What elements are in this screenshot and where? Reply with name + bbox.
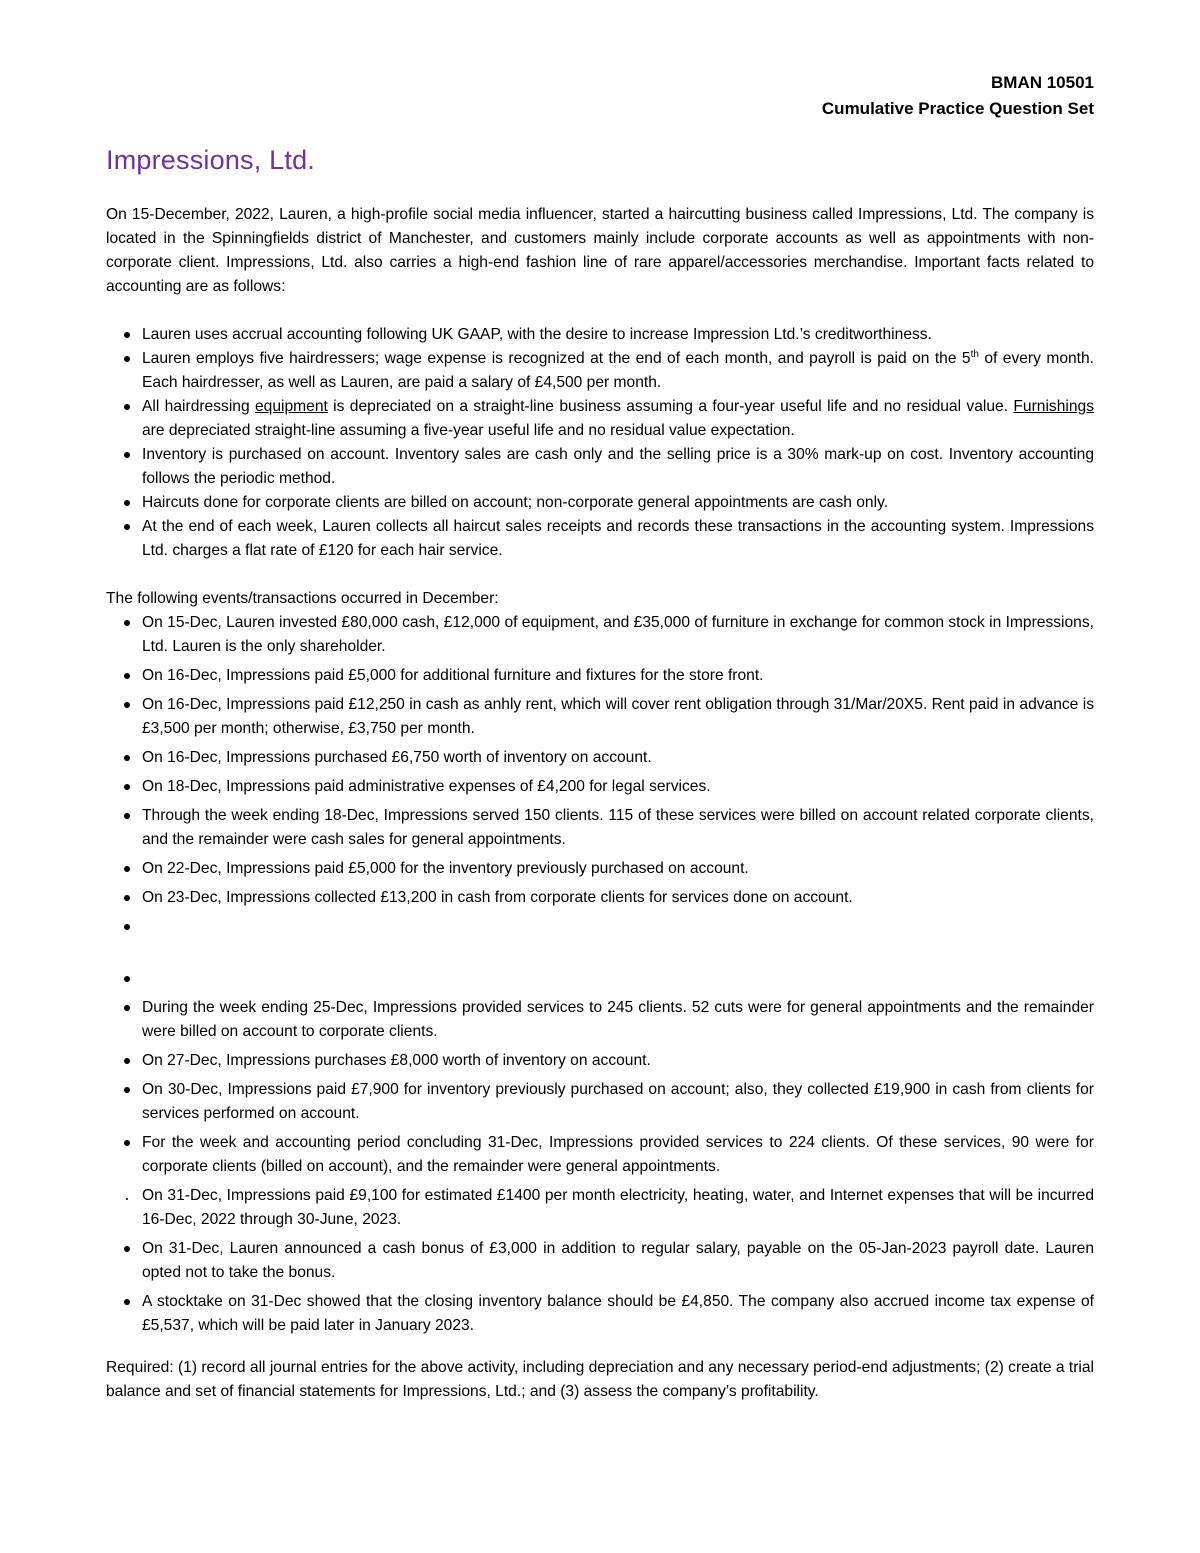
- event-item: On 18-Dec, Impressions paid administrative expenses of £4,200 for legal services.: [106, 775, 1094, 799]
- empty-event-item: [106, 915, 1094, 939]
- event-item: On 23-Dec, Impressions collected £13,200 in cash from corporate clients for services done on account.: [106, 886, 1094, 910]
- fact-item: Haircuts done for corporate clients are billed on account; non-corporate general appointments are cash only.: [106, 491, 1094, 515]
- fact-superscript: th: [970, 349, 979, 360]
- case-title: Impressions, Ltd.: [106, 145, 315, 175]
- fact-text: All hairdressing: [142, 398, 255, 415]
- intro-paragraph: On 15-December, 2022, Lauren, a high-profile social media influencer, started a haircutting business called Impressions, Ltd. The company is located in the Spinningfields district of Manchester, and customers mainly include corporate accounts as well as appointments with non-corporate client. Impressions, Ltd. also carries a high-end fashion line of rare apparel/accessories merchandise. Important facts related to accounting are as follows:: [106, 206, 1094, 295]
- empty-event-item: [106, 967, 1094, 991]
- events-list: [106, 611, 1094, 1338]
- fact-item: At the end of each week, Lauren collects all haircut sales receipts and records these transactions in the accounting system. Impressions Ltd. charges a flat rate of £120 for each hair service.: [106, 515, 1094, 563]
- fact-text: is depreciated on a straight-line business assuming a four-year useful life and no residual value.: [327, 398, 1014, 415]
- event-item: On 27-Dec, Impressions purchases £8,000 worth of inventory on account.: [106, 1049, 1094, 1073]
- event-item: On 16-Dec, Impressions paid £5,000 for additional furniture and fixtures for the store front.: [106, 664, 1094, 688]
- fact-item: Inventory is purchased on account. Inventory sales are cash only and the selling price is a 30% mark-up on cost. Inventory accounting follows the periodic method.: [106, 443, 1094, 491]
- furnishings-underlined: Furnishings: [1013, 398, 1094, 415]
- event-item: On 30-Dec, Impressions paid £7,900 for inventory previously purchased on account; also, they collected £19,900 in cash from clients for services performed on account.: [106, 1078, 1094, 1126]
- course-code: BMAN 10501: [991, 73, 1094, 92]
- fact-item: [106, 347, 1094, 395]
- equipment-underlined: equipment: [255, 398, 328, 415]
- event-item: Through the week ending 18-Dec, Impressions served 150 clients. 115 of these services were billed on account related corporate clients, and the remainder were cash sales for general appointments.: [106, 804, 1094, 852]
- event-item: A stocktake on 31-Dec showed that the closing inventory balance should be £4,850. The company also accrued income tax expense of £5,537, which will be paid later in January 2023.: [106, 1290, 1094, 1338]
- fact-text: Lauren employs five hairdressers; wage expense is recognized at the end of each month, and payroll is paid on the 5: [142, 350, 971, 367]
- event-item: On 31-Dec, Impressions paid £9,100 for estimated £1400 per month electricity, heating, water, and Internet expenses that will be incurred 16-Dec, 2022 through 30-June, 2023.: [106, 1184, 1094, 1232]
- event-item: On 31-Dec, Lauren announced a cash bonus of £3,000 in addition to regular salary, payable on the 05-Jan-2023 payroll date. Lauren opted not to take the bonus.: [106, 1237, 1094, 1285]
- accounting-facts-list: [106, 323, 1094, 563]
- fact-text: are depreciated straight-line assuming a five-year useful life and no residual value expectation.: [142, 422, 795, 439]
- fact-text: of every month. Each hairdresser, as well as Lauren, are paid a salary of £4,500 per month.: [142, 350, 1094, 391]
- event-item: On 22-Dec, Impressions paid £5,000 for the inventory previously purchased on account.: [106, 857, 1094, 881]
- events-intro: The following events/transactions occurred in December:: [106, 590, 499, 607]
- required-paragraph: Required: (1) record all journal entries for the above activity, including depreciation and any necessary period-end adjustments; (2) create a trial balance and set of financial statements for Impressions, Ltd.; and (3) assess the company’s profitability.: [106, 1359, 1094, 1400]
- event-item: During the week ending 25-Dec, Impressions provided services to 245 clients. 52 cuts were for general appointments and the remainder were billed on account to corporate clients.: [106, 996, 1094, 1044]
- fact-item: [106, 395, 1094, 443]
- fact-item: Lauren uses accrual accounting following UK GAAP, with the desire to increase Impression Ltd.’s creditworthiness.: [106, 323, 1094, 347]
- event-item: For the week and accounting period concluding 31-Dec, Impressions provided services to 224 clients. Of these services, 90 were for corporate clients (billed on account), and the remainder were general appointments.: [106, 1131, 1094, 1179]
- event-item: On 16-Dec, Impressions purchased £6,750 worth of inventory on account.: [106, 746, 1094, 770]
- question-set-title: Cumulative Practice Question Set: [821, 99, 1094, 118]
- document-body: [106, 203, 1094, 1404]
- document-header: [822, 70, 1094, 122]
- event-item: On 16-Dec, Impressions paid £12,250 in cash as anhly rent, which will cover rent obligation through 31/Mar/20X5. Rent paid in advance is £3,500 per month; otherwise, £3,750 per month.: [106, 693, 1094, 741]
- event-item: On 15-Dec, Lauren invested £80,000 cash, £12,000 of equipment, and £35,000 of furniture in exchange for common stock in Impressions, Ltd. Lauren is the only shareholder.: [106, 611, 1094, 659]
